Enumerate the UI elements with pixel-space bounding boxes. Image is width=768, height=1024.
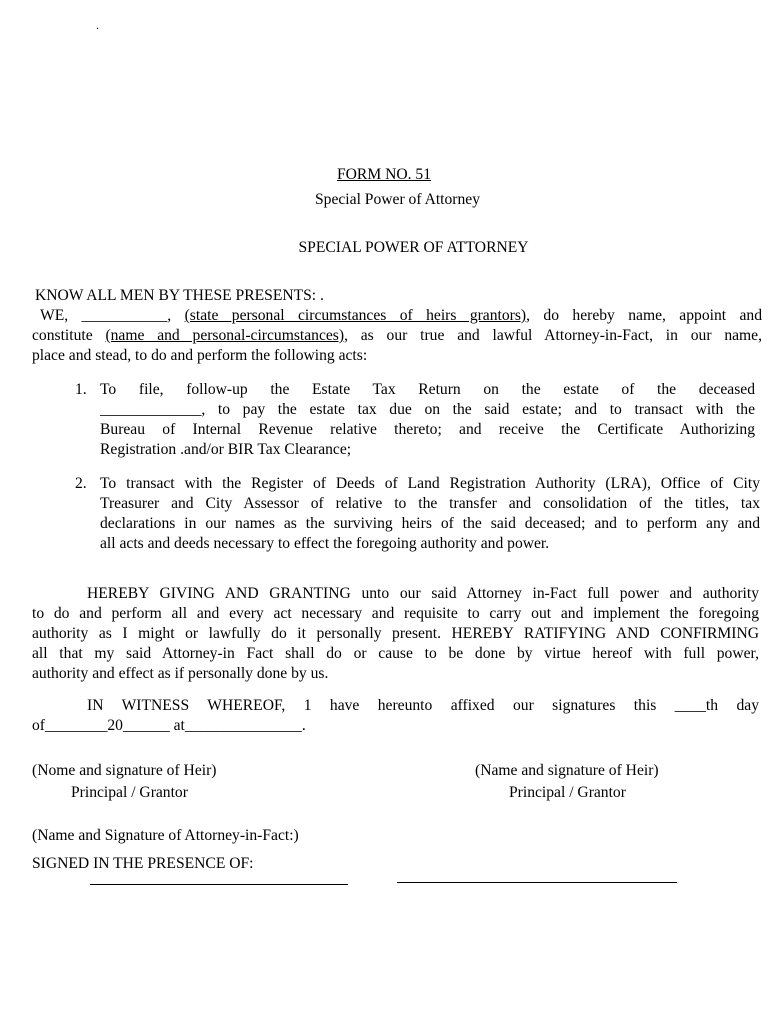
witness-line-1: IN WITNESS WHEREOF, 1 have hereunto affixed our signatures this ____th day [87,697,759,714]
item1-line-4: Registration .and/or BIR Tax Clearance; [100,441,352,458]
intro-paragraph [32,286,762,366]
left-heir-name-label: (Nome and signature of Heir) [32,762,217,779]
witness-signature-line-right [397,882,677,883]
item1-line-1: To file, follow-up the Estate Tax Return on the estate of the deceased [100,381,755,398]
intro-line-4: place and stead, to do and perform the following acts: [32,347,368,364]
hereby-line-4: all that my said Attorney-in Fact shall do or cause to be done by virtue hereof with full power, [32,645,759,662]
left-principal-label: Principal / Grantor [71,784,188,801]
witness-line-2: of________20______ at_______________. [32,717,306,734]
attorney-circumstances-placeholder: (name and personal-circumstances) [105,327,345,344]
item2-line-2: Treasurer and City Assessor of relative to the transfer and consolidation of the titles, tax [100,495,760,512]
attorney-signature-label: (Name and Signature of Attorney-in-Fact:) [32,827,299,844]
hereby-line-1: HEREBY GIVING AND GRANTING unto our said Attorney in-Fact full power and authority [87,585,759,602]
item2-line-3: declarations in our names as the surviving heirs of the said deceased; and to perform any and [100,515,760,532]
list-item-number: 2. [75,475,87,492]
signed-in-presence-label: SIGNED IN THE PRESENCE OF: [32,855,254,872]
stray-mark: . [96,18,99,32]
item1-line-3: Bureau of Internal Revenue relative thereto; and receive the Certificate Authorizing [100,421,755,438]
hereby-paragraph [32,584,759,684]
right-heir-name-label: (Name and signature of Heir) [475,762,659,779]
intro-line-1: KNOW ALL MEN BY THESE PRESENTS: . [35,287,324,304]
item2-line-1: To transact with the Register of Deeds of Land Registration Authority (LRA), Office of City [100,475,760,492]
hereby-line-5: authority and effect as if personally done by us. [32,665,329,682]
witness-signature-line-left [90,884,348,885]
document-subtitle: Special Power of Attorney [315,191,480,208]
right-principal-label: Principal / Grantor [509,784,626,801]
item2-line-4: all acts and deeds necessary to effect the foregoing authority and power. [100,535,550,552]
witness-paragraph [32,696,759,736]
document-heading: SPECIAL POWER OF ATTORNEY [298,239,529,256]
form-number: FORM NO. 51 [336,166,431,183]
list-item-number: 1. [75,381,87,398]
intro-line-3: constitute (name and personal-circumstances), as our true and lawful Attorney-in-Fact, in our name, [32,327,762,344]
item1-line-2: _____________, to pay the estate tax due on the said estate; and to transact with the [100,401,755,418]
hereby-line-3: authority as I might or lawfully do it personally present. HEREBY RATIFYING AND CONFIRMING [32,625,759,642]
grantor-circumstances-placeholder: (state personal circumstances of heirs grantors) [184,307,527,324]
hereby-line-2: to do and perform all and every act necessary and requisite to carry out and implement the foregoing [32,605,759,622]
intro-line-2: WE, ___________, (state personal circumstances of heirs grantors), do hereby name, appoint and [40,307,762,324]
